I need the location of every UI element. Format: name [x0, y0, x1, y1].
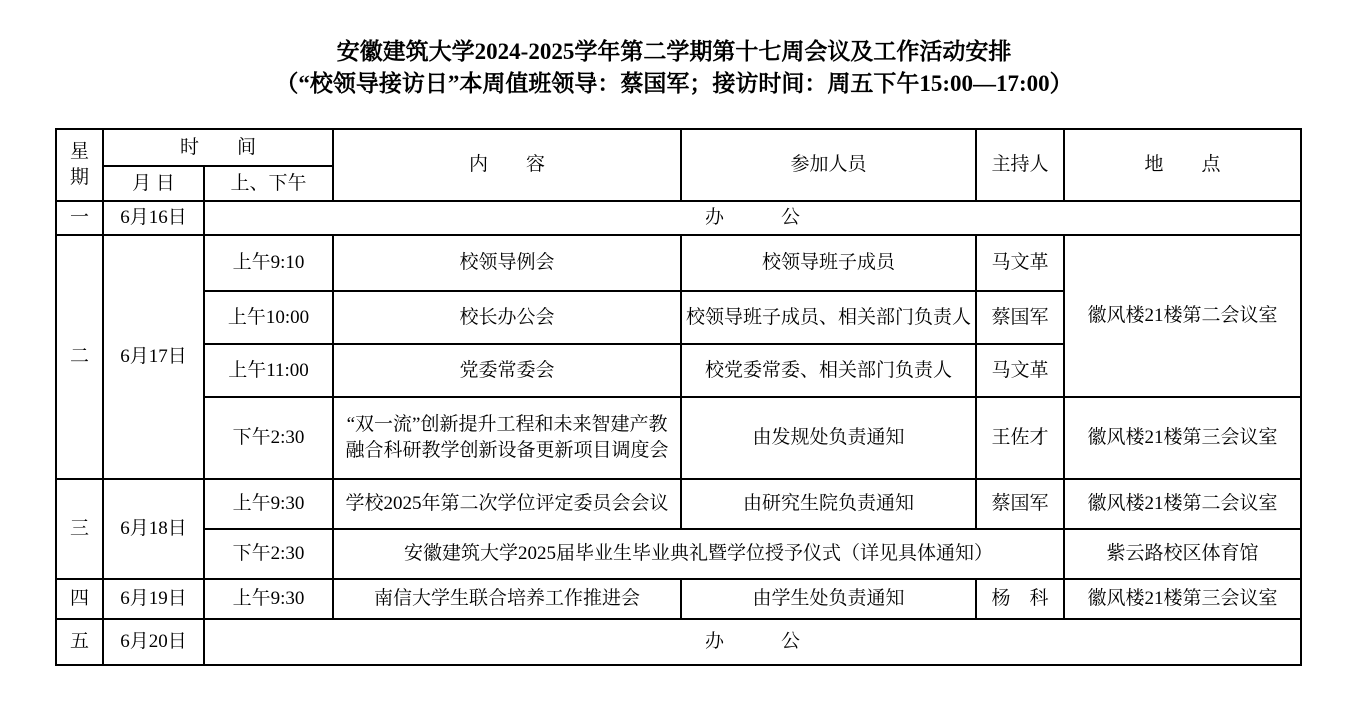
content-cell: 党委常委会 [333, 344, 681, 397]
header-date: 月 日 [103, 166, 204, 201]
participants-cell: 由发规处负责通知 [681, 397, 976, 479]
header-weekday: 星期 [56, 129, 103, 201]
location-cell: 徽风楼21楼第三会议室 [1064, 397, 1301, 479]
time-cell: 上午11:00 [204, 344, 333, 397]
page-title-line1: 安徽建筑大学2024-2025学年第二学期第十七周会议及工作活动安排 [336, 39, 1012, 64]
header-location: 地 点 [1064, 129, 1301, 201]
header-host: 主持人 [976, 129, 1064, 201]
host-cell: 马文革 [976, 235, 1064, 291]
merged-activity-cell: 办 公 [204, 201, 1301, 235]
host-cell: 蔡国军 [976, 291, 1064, 344]
participants-cell: 由学生处负责通知 [681, 579, 976, 619]
time-cell: 上午9:30 [204, 579, 333, 619]
host-cell: 马文革 [976, 344, 1064, 397]
header-participants: 参加人员 [681, 129, 976, 201]
date-cell: 6月17日 [103, 235, 204, 479]
weekday-cell: 五 [56, 619, 103, 665]
content-cell: 南信大学生联合培养工作推进会 [333, 579, 681, 619]
merged-event-cell: 安徽建筑大学2025届毕业生毕业典礼暨学位授予仪式（详见具体通知） [333, 529, 1064, 579]
weekday-cell: 三 [56, 479, 103, 579]
content-cell: 校长办公会 [333, 291, 681, 344]
header-ampm: 上、下午 [204, 166, 333, 201]
participants-cell: 校领导班子成员、相关部门负责人 [681, 291, 976, 344]
participants-cell: 校党委常委、相关部门负责人 [681, 344, 976, 397]
weekday-cell: 四 [56, 579, 103, 619]
merged-activity-cell: 办 公 [204, 619, 1301, 665]
page-title-line2: （“校领导接访日”本周值班领导：蔡国军；接访时间：周五下午15:00—17:00） [275, 71, 1073, 96]
header-time: 时 间 [103, 129, 333, 166]
weekday-cell: 二 [56, 235, 103, 479]
date-cell: 6月20日 [103, 619, 204, 665]
time-cell: 上午9:30 [204, 479, 333, 529]
host-cell: 杨 科 [976, 579, 1064, 619]
date-cell: 6月16日 [103, 201, 204, 235]
time-cell: 上午10:00 [204, 291, 333, 344]
participants-cell: 由研究生院负责通知 [681, 479, 976, 529]
header-content: 内 容 [333, 129, 681, 201]
content-cell: 校领导例会 [333, 235, 681, 291]
time-cell: 上午9:10 [204, 235, 333, 291]
date-cell: 6月18日 [103, 479, 204, 579]
content-cell: “双一流”创新提升工程和未来智建产教融合科研教学创新设备更新项目调度会 [333, 397, 681, 479]
time-cell: 下午2:30 [204, 529, 333, 579]
page-title [0, 36, 1348, 100]
host-cell: 蔡国军 [976, 479, 1064, 529]
date-cell: 6月19日 [103, 579, 204, 619]
location-cell: 徽风楼21楼第二会议室 [1064, 235, 1301, 397]
weekday-cell: 一 [56, 201, 103, 235]
content-cell: 学校2025年第二次学位评定委员会会议 [333, 479, 681, 529]
location-cell: 徽风楼21楼第三会议室 [1064, 579, 1301, 619]
time-cell: 下午2:30 [204, 397, 333, 479]
host-cell: 王佐才 [976, 397, 1064, 479]
weekly-schedule-table [55, 128, 1302, 666]
location-cell: 徽风楼21楼第二会议室 [1064, 479, 1301, 529]
participants-cell: 校领导班子成员 [681, 235, 976, 291]
location-cell: 紫云路校区体育馆 [1064, 529, 1301, 579]
